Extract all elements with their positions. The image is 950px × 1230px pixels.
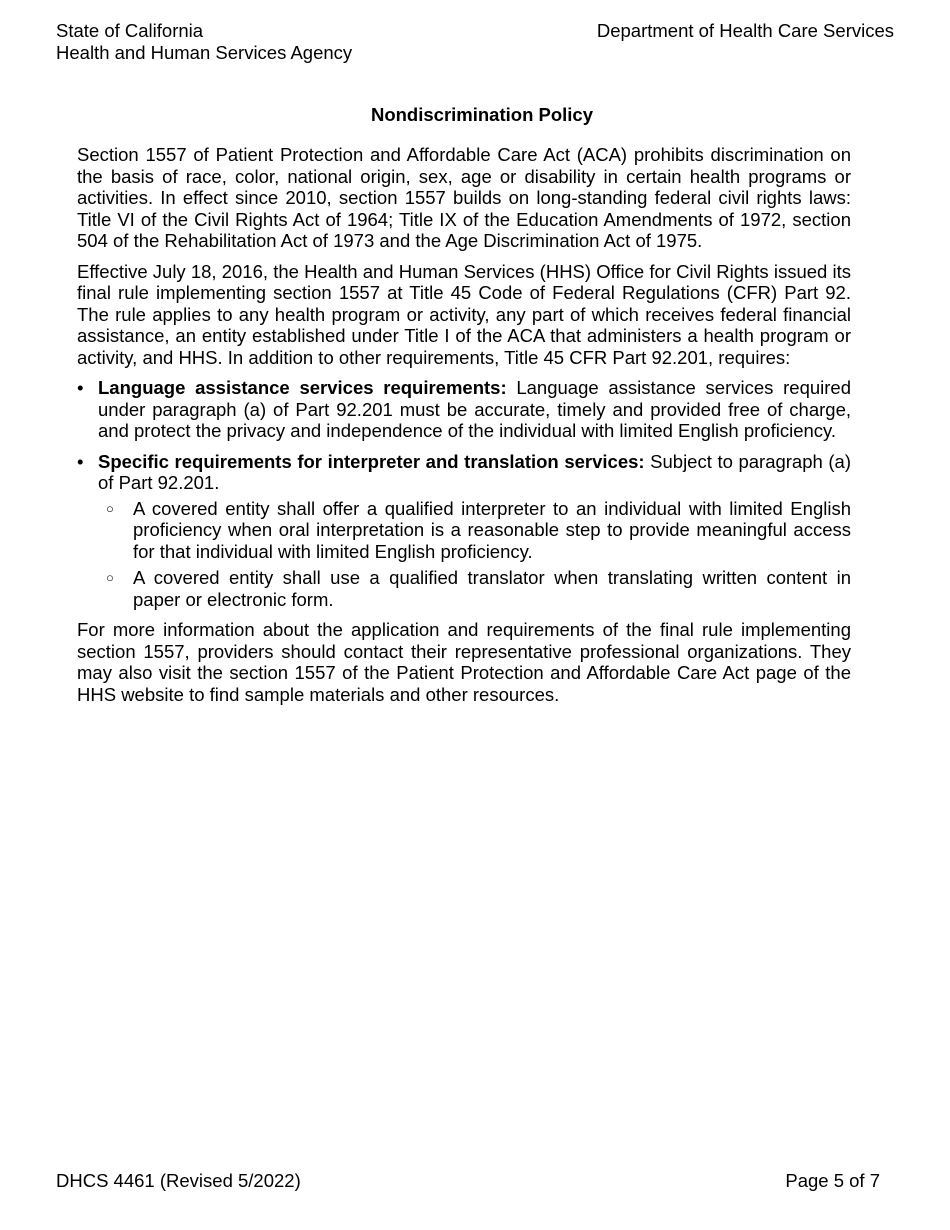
list-item: ○ A covered entity shall use a qualified translator when translating written content in paper or electronic form. <box>98 567 851 610</box>
header-department: Department of Health Care Services <box>596 20 894 41</box>
header-state: State of California <box>56 20 204 41</box>
header-agency <box>56 20 352 64</box>
bullet-text: Language assistance services required under paragraph (a) of Part 92.201 must be accurate, timely and provided free of charge, and protect the privacy and independence of the individual with limited English proficiency. <box>98 377 851 441</box>
bullet-text: Subject to paragraph (a) of Part 92.201. <box>98 450 851 493</box>
closing-paragraph: For more information about the application and requirements of the final rule implementing section 1557, providers should contact their representative professional organizations. They may also visit the section 1557 of the Patient Protection and Affordable Care Act page of the HHS website to find sample materials and other resources. <box>77 619 851 705</box>
list-item: ○ A covered entity shall offer a qualified interpreter to an individual with limited English proficiency when oral interpretation is a reasonable step to provide meaningful access for that individual with limited English proficiency. <box>98 498 851 563</box>
policy-body <box>77 144 851 714</box>
bullet-heading: Language assistance services requirements: <box>98 377 507 398</box>
requirements-list <box>77 377 851 610</box>
rule-paragraph: Effective July 18, 2016, the Health and Human Services (HHS) Office for Civil Rights issued its final rule implementing section 1557 at Title 45 Code of Federal Regulations (CFR) Part 92. The rule applies to any health program or activity, any part of which receives federal financial assistance, an entity established under Title I of the ACA that administers a health program or activity, and HHS. In addition to other requirements, Title 45 CFR Part 92.201, requires: <box>77 260 851 368</box>
header-agency-name: Health and Human Services Agency <box>56 42 353 63</box>
page-title: Nondiscrimination Policy <box>370 104 594 125</box>
footer-form-id: DHCS 4461 (Revised 5/2022) <box>56 1170 301 1191</box>
bullet-heading: Specific requirements for interpreter and translation services: <box>98 450 645 472</box>
sub-requirements-list <box>98 498 851 611</box>
footer-page-number: Page 5 of 7 <box>785 1170 880 1191</box>
list-item <box>77 451 851 611</box>
intro-paragraph: Section 1557 of Patient Protection and Affordable Care Act (ACA) prohibits discrimination on the basis of race, color, national origin, sex, age or disability in certain health programs or activities. In effect since 2010, section 1557 builds on long-standing federal civil rights laws: Title VI of the Civil Rights Act of 1964; Title IX of the Education Amendments of 1972, section 504 of the Rehabilitation Act of 1973 and the Age Discrimination Act of 1975. <box>77 144 851 251</box>
list-item <box>77 377 851 442</box>
